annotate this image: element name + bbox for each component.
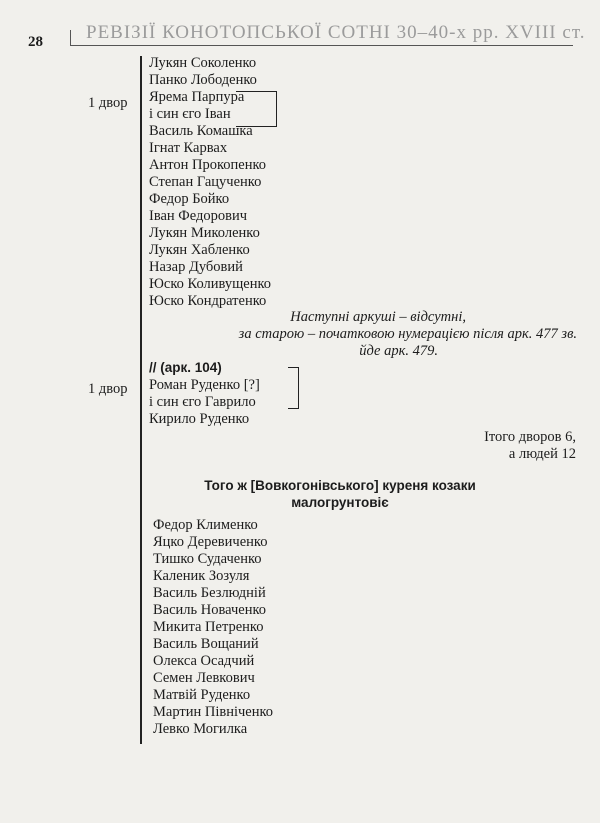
list-item: Антон Прокопенко — [149, 157, 267, 173]
list-item: Юско Кондратенко — [149, 293, 267, 309]
archive-folio-ref: // (арк. 104) — [149, 360, 222, 375]
list-item: Лукян Миколенко — [149, 225, 260, 241]
list-item: Матвій Руденко — [153, 687, 251, 703]
totals-line: Ітого дворов 6, — [484, 429, 576, 445]
totals-line: а людей 12 — [508, 446, 576, 462]
list-item: і син єго Гаврило — [149, 394, 256, 410]
list-item: Ігнат Карвах — [149, 140, 228, 156]
household-label: 1 двор — [88, 381, 128, 397]
household-label: 1 двор — [88, 95, 128, 111]
list-item: Кирило Руденко — [149, 411, 250, 427]
list-item: і син єго Іван — [149, 106, 231, 122]
list-item: Каленик Зозуля — [153, 568, 250, 584]
list-item: Олекса Осадчий — [153, 653, 255, 669]
list-item: Василь Вощаний — [153, 636, 259, 652]
running-header-title: РЕВІЗІЇ КОНОТОПСЬКОЇ СОТНІ 30–40-х рр. XVIII ст. — [86, 22, 586, 43]
list-item: Тишко Судаченко — [153, 551, 262, 567]
editorial-note-line: за старою – початковою нумерацією після арк. 477 зв. — [238, 326, 577, 342]
list-item: Панко Лободенко — [149, 72, 257, 88]
list-item: Василь Новаченко — [153, 602, 267, 618]
list-item: Іван Федорович — [149, 208, 248, 224]
header-rule — [70, 45, 573, 46]
list-separator-line — [140, 56, 142, 744]
list-item: Василь Комашка — [149, 123, 253, 139]
list-item: Назар Дубовий — [149, 259, 243, 275]
list-item: Лукян Соколенко — [149, 55, 257, 71]
editorial-note-line: йде арк. 479. — [359, 343, 438, 359]
list-item: Федор Клименко — [153, 517, 258, 533]
list-item: Микита Петренко — [153, 619, 264, 635]
list-item: Мартин Північенко — [153, 704, 274, 720]
list-item: Семен Левкович — [153, 670, 255, 686]
list-item: Ярема Парпура — [149, 89, 245, 105]
list-item: Лукян Хабленко — [149, 242, 250, 258]
list-item: Василь Безлюдній — [153, 585, 266, 601]
list-item: Роман Руденко [?] — [149, 377, 260, 393]
editorial-note-line: Наступні аркуші – відсутні, — [290, 309, 466, 325]
section-heading — [150, 478, 530, 510]
list-item: Левко Могилка — [153, 721, 248, 737]
list-item: Яцко Деревиченко — [153, 534, 268, 550]
list-item: Федор Бойко — [149, 191, 230, 207]
header-divider — [70, 30, 71, 46]
section-heading-line: малогрунтовіє — [291, 495, 389, 510]
page-number: 28 — [28, 34, 43, 50]
household-bracket — [288, 367, 299, 409]
list-item: Степан Гацученко — [149, 174, 262, 190]
section-heading-line: Того ж [Вовкогонівського] куреня козаки — [204, 478, 476, 493]
list-item: Юско Коливущенко — [149, 276, 272, 292]
